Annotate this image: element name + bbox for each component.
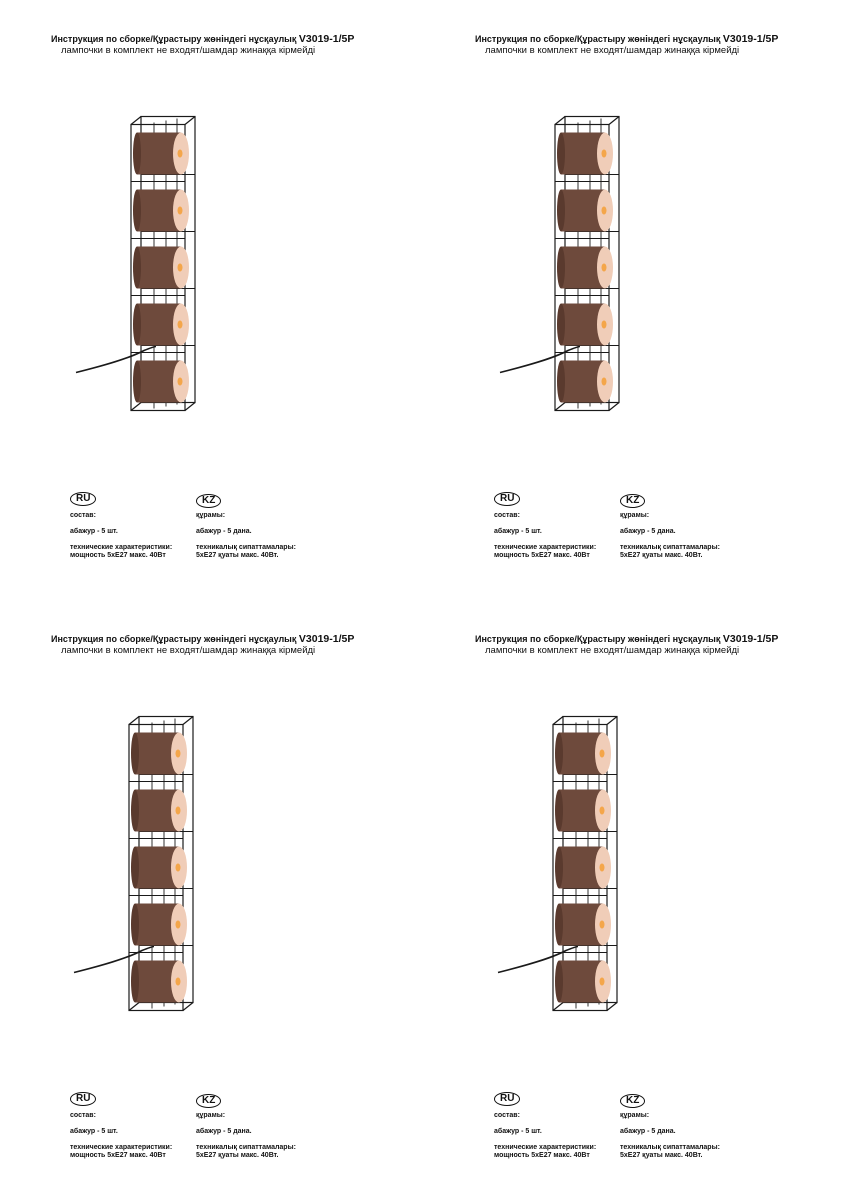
kz-composition-heading: құрамы: <box>196 1112 226 1119</box>
kz-specs: 5xE27 қуаты макс. 40Вт. <box>620 1152 703 1159</box>
instruction-sheet-top-right <box>424 0 848 600</box>
kz-specs-heading: техникалық сипаттамалары: <box>620 1144 720 1151</box>
ru-composition: абажур - 5 шт. <box>494 528 542 535</box>
floor-lamp-illustration <box>74 108 224 413</box>
ru-language-badge: RU <box>70 1092 96 1106</box>
kz-specs: 5xE27 қуаты макс. 40Вт. <box>196 552 279 559</box>
ru-language-badge: RU <box>70 492 96 506</box>
ru-specs-heading: технические характеристики: <box>70 544 173 551</box>
ru-specs-heading: технические характеристики: <box>494 1144 597 1151</box>
ru-composition-heading: состав: <box>494 1112 520 1119</box>
kz-composition: абажур - 5 дана. <box>196 528 252 535</box>
sheet-title: Инструкция по сборке/Құрастыру жөніндегі нұсқаулық V3019-1/5P <box>51 33 355 45</box>
kz-composition: абажур - 5 дана. <box>196 1128 252 1135</box>
kz-composition-heading: құрамы: <box>620 1112 650 1119</box>
sheet-subtitle: лампочки в комплект не входят/шамдар жинаққа кірмейді <box>61 45 316 56</box>
ru-specs: мощность 5xE27 макс. 40Вт <box>494 1152 590 1159</box>
ru-composition: абажур - 5 шт. <box>70 1128 118 1135</box>
ru-composition-heading: состав: <box>70 1112 96 1119</box>
ru-language-badge: RU <box>494 492 520 506</box>
model-number: V3019-1/5P <box>722 633 779 645</box>
kz-composition-heading: құрамы: <box>620 512 650 519</box>
kz-specs: 5xE27 қуаты макс. 40Вт. <box>196 1152 279 1159</box>
kz-specs-heading: техникалық сипаттамалары: <box>196 544 296 551</box>
kz-composition-heading: құрамы: <box>196 512 226 519</box>
ru-specs: мощность 5xE27 макс. 40Вт <box>70 1152 166 1159</box>
ru-composition: абажур - 5 шт. <box>70 528 118 535</box>
sheet-title: Инструкция по сборке/Құрастыру жөніндегі нұсқаулық V3019-1/5P <box>51 633 355 645</box>
ru-specs-heading: технические характеристики: <box>494 544 597 551</box>
sheet-title: Инструкция по сборке/Құрастыру жөніндегі нұсқаулық V3019-1/5P <box>475 33 779 45</box>
sheet-title: Инструкция по сборке/Құрастыру жөніндегі нұсқаулық V3019-1/5P <box>475 633 779 645</box>
model-number: V3019-1/5P <box>722 33 779 45</box>
kz-specs: 5xE27 қуаты макс. 40Вт. <box>620 552 703 559</box>
ru-language-badge: RU <box>494 1092 520 1106</box>
ru-specs: мощность 5xE27 макс. 40Вт <box>70 552 166 559</box>
model-number: V3019-1/5P <box>298 33 355 45</box>
kz-composition: абажур - 5 дана. <box>620 1128 676 1135</box>
floor-lamp-illustration <box>498 108 648 413</box>
instruction-sheet-bottom-left <box>0 600 424 1200</box>
ru-composition-heading: состав: <box>494 512 520 519</box>
kz-language-badge: KZ <box>196 494 221 508</box>
ru-specs: мощность 5xE27 макс. 40Вт <box>494 552 590 559</box>
instruction-sheet-bottom-right <box>424 600 848 1200</box>
kz-composition: абажур - 5 дана. <box>620 528 676 535</box>
floor-lamp-illustration <box>72 708 222 1013</box>
sheet-subtitle: лампочки в комплект не входят/шамдар жинаққа кірмейді <box>61 645 316 656</box>
kz-language-badge: KZ <box>620 1094 645 1108</box>
floor-lamp-illustration <box>496 708 646 1013</box>
kz-specs-heading: техникалық сипаттамалары: <box>620 544 720 551</box>
sheet-subtitle: лампочки в комплект не входят/шамдар жинаққа кірмейді <box>485 45 740 56</box>
sheet-subtitle: лампочки в комплект не входят/шамдар жинаққа кірмейді <box>485 645 740 656</box>
ru-composition-heading: состав: <box>70 512 96 519</box>
ru-composition: абажур - 5 шт. <box>494 1128 542 1135</box>
ru-specs-heading: технические характеристики: <box>70 1144 173 1151</box>
model-number: V3019-1/5P <box>298 633 355 645</box>
kz-language-badge: KZ <box>196 1094 221 1108</box>
instruction-sheet-top-left <box>0 0 424 600</box>
kz-specs-heading: техникалық сипаттамалары: <box>196 1144 296 1151</box>
kz-language-badge: KZ <box>620 494 645 508</box>
